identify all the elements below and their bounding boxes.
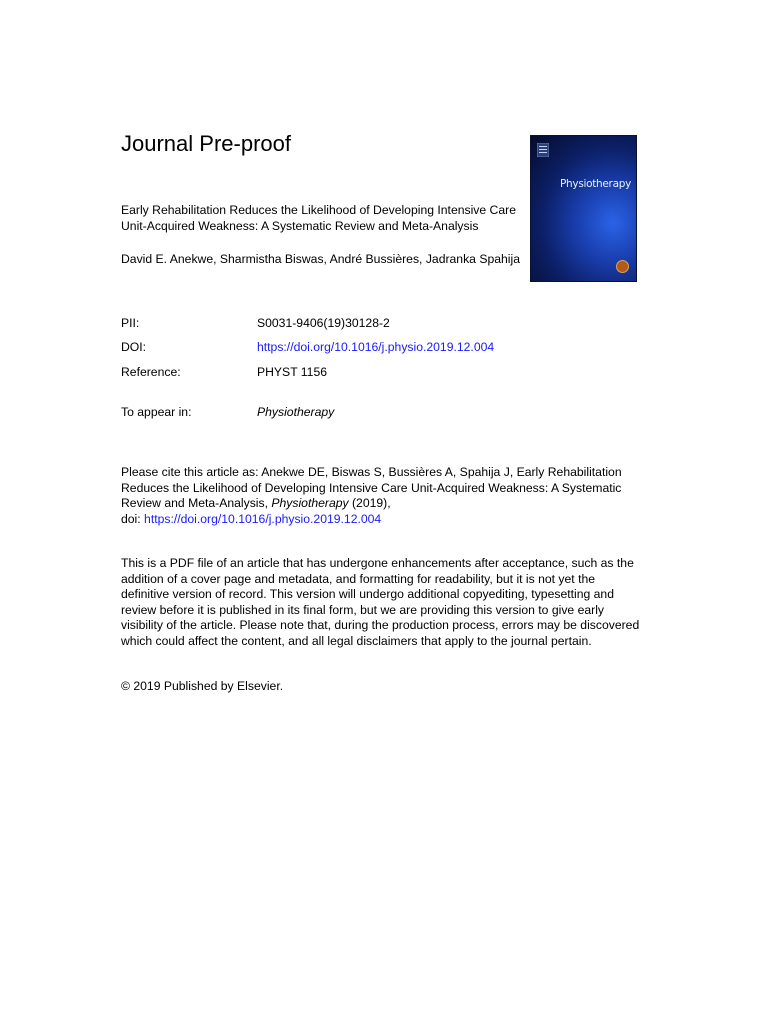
page-title: Journal Pre-proof — [121, 131, 291, 156]
doi-label: DOI: — [121, 340, 147, 354]
citation-journal: Physiotherapy — [271, 496, 349, 510]
society-seal-icon — [616, 260, 629, 273]
citation-doi-link[interactable]: https://doi.org/10.1016/j.physio.2019.12.004 — [144, 511, 382, 526]
citation-block — [121, 465, 641, 527]
reference-label: Reference: — [121, 365, 181, 379]
elsevier-tree-logo-icon — [537, 143, 549, 157]
article-title: Early Rehabilitation Reduces the Likelihood of Developing Intensive Care Unit-Acquired Weakness: A Systematic Review and Meta-Analysis — [121, 203, 516, 233]
pii-value: S0031-9406(19)30128-2 — [257, 316, 390, 330]
citation-doi-prefix: doi: — [121, 511, 145, 526]
appear-journal: Physiotherapy — [257, 405, 335, 419]
reference-value: PHYST 1156 — [257, 365, 328, 379]
appear-label: To appear in: — [121, 405, 192, 419]
preproof-notice: This is a PDF file of an article that has undergone enhancements after acceptance, such as the addition of a cover page and metadata, and formatting for readability, but it is not yet the definitive version of record. This version will undergo additional copyediting, typesetting and review before it is published in its final form, but we are providing this version to give early visibility of the article. Please note that, during the production process, errors may be discovered which could affect the content, and all legal disclaimers that apply to the journal pertain. — [121, 556, 640, 648]
journal-cover-image — [530, 135, 637, 282]
cover-journal-name: Physiotherapy — [560, 178, 631, 190]
pii-label: PII: — [121, 316, 140, 330]
copyright-notice: © 2019 Published by Elsevier. — [121, 679, 284, 693]
citation-year: (2019), — [348, 496, 391, 510]
citation-text: Please cite this article as: Anekwe DE, Biswas S, Bussières A, Spahija J, Early Rehabilitation Reduces the Likelihood of Developing Intensive Care Unit-Acquired Weakness: A Systematic Review and Meta-Analysis, — [121, 465, 622, 510]
doi-link[interactable]: https://doi.org/10.1016/j.physio.2019.12.004 — [257, 340, 495, 354]
article-authors: David E. Anekwe, Sharmistha Biswas, André Bussières, Jadranka Spahija — [121, 252, 521, 266]
